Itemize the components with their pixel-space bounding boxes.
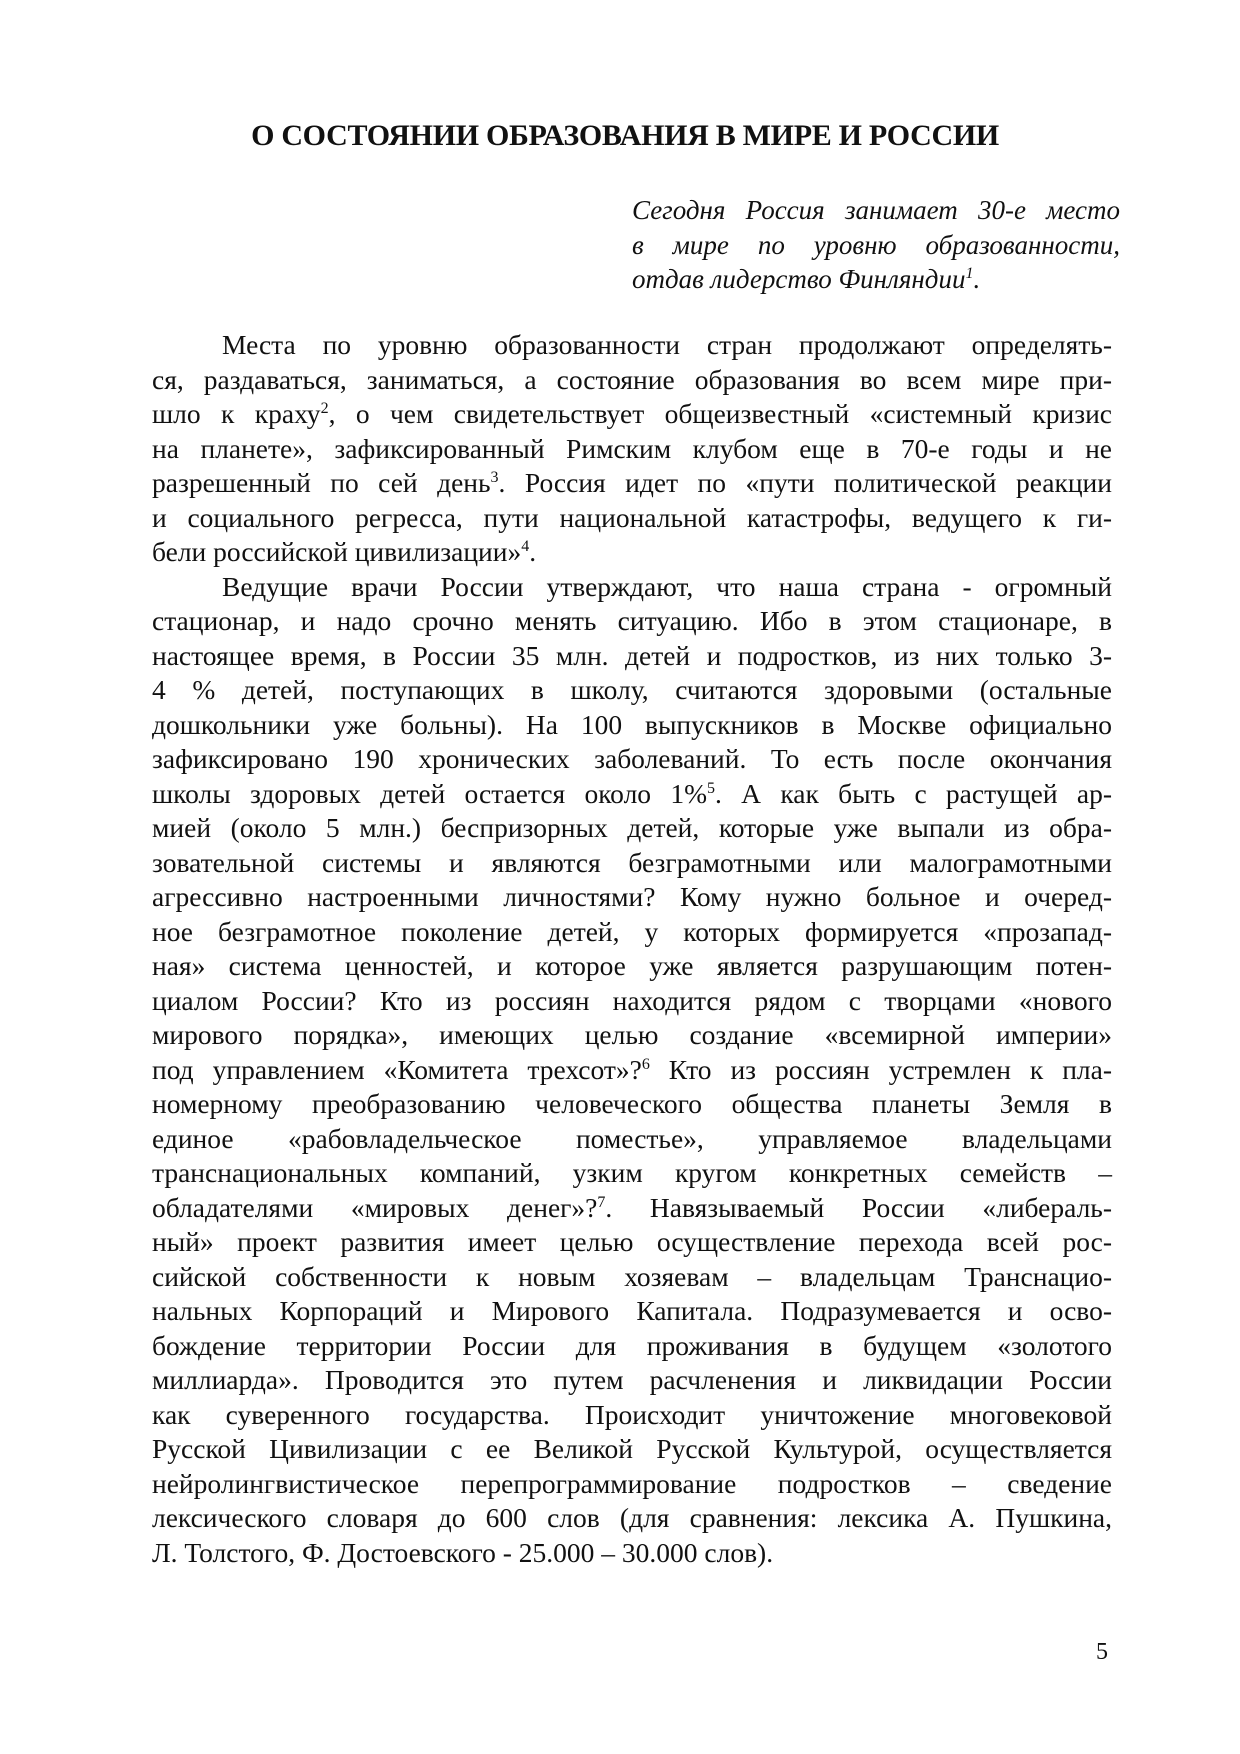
text-span: школы здоровых детей остается около 1% (152, 777, 707, 809)
text-line: стационар, и надо срочно менять ситуацию. Ибо в этом стационаре, в (152, 605, 1112, 636)
text-line: единое «рабовладельческое поместье», управляемое владельцами (152, 1122, 1112, 1154)
text-line: миллиарда». Проводится это путем расчленения и ликвидации России (152, 1364, 1112, 1395)
text-line: ная» система ценностей, и которое уже является разрушающим потен- (152, 950, 1112, 981)
text-line: нейролингвистическое перепрограммирование подростков – сведение (152, 1467, 1112, 1499)
text-span: разрешенный по сей день (152, 467, 491, 498)
text-line: Места по уровню образованности стран продолжают определять- (222, 329, 1112, 360)
text-line: ный» проект развития имеет целью осуществление перехода всей рос- (152, 1226, 1112, 1257)
text-line: зовательной системы и являются безграмотными или малограмотными (152, 846, 1112, 878)
footnote-ref: 6 (641, 1055, 650, 1073)
text-line: бождение территории России для проживания в будущем «золотого (152, 1329, 1112, 1361)
epigraph-tail: . (973, 264, 981, 294)
footnote-ref: 5 (707, 779, 715, 797)
paragraph-2 (152, 570, 1112, 1571)
epigraph-line (632, 262, 1120, 297)
epigraph (632, 193, 1120, 297)
text-line (152, 1191, 1112, 1226)
text-line: Л. Толстого, Ф. Достоевского - 25.000 – 30.000 слов). (152, 1536, 774, 1568)
text-line (152, 397, 1112, 432)
epigraph-text: отдав лидерство Финляндии (632, 264, 966, 294)
page-number: 5 (1096, 1639, 1108, 1665)
text-span: . Россия идет по «пути политической реакции (498, 467, 1112, 498)
text-line: как суверенного государства. Происходит уничтожение многовековой (152, 1398, 1112, 1430)
text-line (152, 1053, 1112, 1088)
text-line: на планете», зафиксированный Римским клубом еще в 70-е годы и не (152, 432, 1112, 464)
text-span: под управлением «Комитета трехсот»? (152, 1053, 642, 1085)
footnote-ref: 4 (521, 538, 530, 555)
text-span: . Навязываемый России «либераль- (605, 1191, 1112, 1223)
text-span: обладателями «мировых денег»? (152, 1191, 598, 1223)
text-line: нальных Корпораций и Мирового Капитала. Подразумевается и осво- (152, 1295, 1112, 1326)
epigraph-line: Сегодня Россия занимает 30-е место (632, 195, 1120, 225)
text-line: мией (около 5 млн.) беспризорных детей, которые уже выпали из обра- (152, 812, 1112, 843)
text-span: шло к краху (152, 398, 321, 429)
epigraph-line: в мире по уровню образованности, (632, 229, 1120, 260)
text-span: Кто из россиян устремлен к пла- (649, 1053, 1112, 1085)
text-line: циалом России? Кто из россиян находится рядом с творцами «нового (152, 984, 1112, 1016)
text-line: ся, раздаваться, заниматься, а состояние образования во всем мире при- (152, 363, 1112, 395)
page-title: О СОСТОЯНИИ ОБРАЗОВАНИЯ В МИРЕ И РОССИИ (251, 119, 999, 152)
footnote-ref: 7 (597, 1193, 606, 1211)
paragraph-1 (152, 328, 1112, 570)
text-line: номерному преобразованию человеческого общества планеты Земля в (152, 1088, 1112, 1119)
text-line: сийской собственности к новым хозяевам – владельцам Транснацио- (152, 1260, 1112, 1292)
body-text (152, 328, 1112, 1570)
text-line (152, 777, 1112, 812)
text-line: транснациональных компаний, узким кругом конкретных семейств – (152, 1157, 1112, 1188)
text-line: настоящее время, в России 35 млн. детей и подростков, из них только 3- (152, 639, 1112, 671)
text-line: ное безграмотное поколение детей, у которых формируется «прозапад- (152, 915, 1112, 947)
footnote-ref: 3 (490, 469, 499, 486)
footnote-ref: 2 (320, 400, 329, 417)
text-line: Ведущие врачи России утверждают, что наша страна - огромный (222, 570, 1112, 602)
text-line: 4 % детей, поступающих в школу, считаются здоровыми (остальные (152, 674, 1112, 705)
text-line: Русской Цивилизации с ее Великой Русской Культурой, осуществляется (152, 1433, 1112, 1464)
text-line: и социального регресса, пути национальной катастрофы, ведущего к ги- (152, 501, 1112, 533)
text-line: лексического словаря до 600 слов (для сравнения: лексика А. Пушкина, (152, 1502, 1112, 1533)
text-line (152, 466, 1112, 501)
text-line: агрессивно настроенными личностями? Кому нужно больное и очеред- (152, 881, 1112, 912)
footnote-ref: 1 (965, 265, 974, 282)
text-span: , о чем свидетельствует общеизвестный «системный кризис (328, 398, 1112, 429)
text-line: мирового порядка», имеющих целью создание «всемирной империи» (152, 1019, 1112, 1050)
text-span: . (529, 536, 537, 567)
text-line: дошкольники уже больны). На 100 выпускников в Москве официально (152, 708, 1112, 740)
text-span: бели российской цивилизации» (152, 536, 522, 567)
text-line: зафиксировано 190 хронических заболеваний. То есть после окончания (152, 743, 1112, 774)
text-line (152, 535, 1112, 570)
text-span: . А как быть с растущей ар- (715, 777, 1113, 809)
